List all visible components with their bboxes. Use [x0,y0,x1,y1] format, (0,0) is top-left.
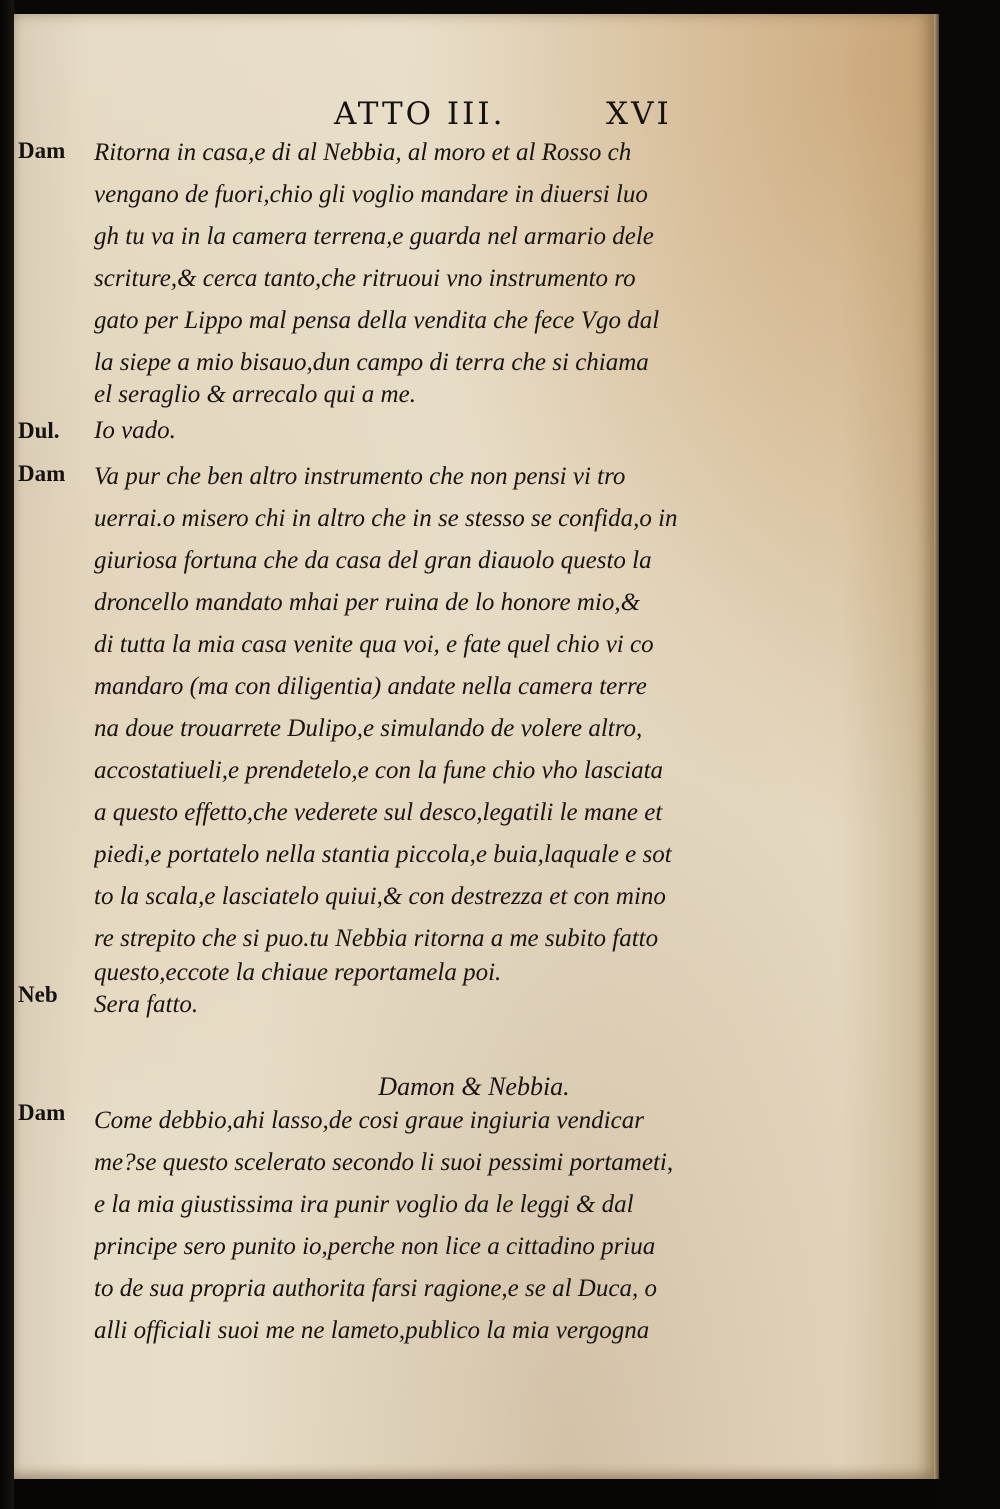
text-line: to de sua propria authorita farsi ragione,e se al Duca, o [94,1275,657,1302]
text-line: na doue trouarrete Dulipo,e simulando de volere altro, [94,715,643,742]
text-line: Ritorna in casa,e di al Nebbia, al moro et al Rosso ch [94,139,632,166]
text-line: Sera fatto. [94,991,199,1018]
text-line: la siepe a mio bisauo,dun campo di terra che si chiama [94,349,649,376]
speaker-label: Dul. [18,418,60,443]
text-line: principe sero punito io,perche non lice a cittadino priua [94,1233,656,1260]
text-line: el seraglio & arrecalo qui a me. [94,381,416,408]
text-line: alli officiali suoi me ne lameto,publico la mia vergogna [94,1317,650,1344]
text-line: uerrai.o misero chi in altro che in se stesso se confida,o in [94,505,678,532]
text-line: vengano de fuori,chio gli voglio mandare in diuersi luo [94,181,648,208]
text-line: mandaro (ma con diligentia) andate nella camera terre [94,673,647,700]
text-line: re strepito che si puo.tu Nebbia ritorna a me subito fatto [94,925,659,952]
text-line: a questo effetto,che vederete sul desco,legatili le mane et [94,799,663,826]
speaker-label: Dam [18,138,66,163]
act-title: ATTO III. [334,96,506,132]
book-edge-left [0,0,14,1509]
text-line: gato per Lippo mal pensa della vendita che fece Vgo dal [94,307,660,334]
speaker-label: Dam [18,1100,66,1125]
text-line: droncello mandato mhai per ruina de lo honore mio,& [94,589,641,616]
text-line: me?se questo scelerato secondo li suoi pessimi portameti, [94,1149,674,1176]
page-edge-right [934,14,939,1479]
text-line: Io vado. [94,417,176,444]
text-line: e la mia giustissima ira punir voglio da le leggi & dal [94,1191,634,1218]
text-line: Come debbio,ahi lasso,de cosi graue ingiuria vendicar [94,1107,644,1134]
text-line: giuriosa fortuna che da casa del gran diauolo questo la [94,547,652,574]
speaker-label: Dam [18,461,66,486]
scene-heading: Damon & Nebbia. [378,1072,570,1101]
book-page [14,14,934,1479]
speaker-label: Neb [18,982,58,1007]
running-header [14,96,934,136]
text-line: gh tu va in la camera terrena,e guarda nel armario dele [94,223,654,250]
text-line: questo,eccote la chiaue reportamela poi. [94,959,502,986]
text-line: to la scala,e lasciatelo quiui,& con destrezza et con mino [94,883,666,910]
text-line: di tutta la mia casa venite qua voi, e fate quel chio vi co [94,631,654,658]
book-shadow-bottom [14,1479,939,1509]
text-line: piedi,e portatelo nella stantia piccola,e buia,laquale e sot [94,841,672,868]
text-line: accostatiueli,e prendetelo,e con la fune chio vho lasciata [94,757,664,784]
text-line: Va pur che ben altro instrumento che non pensi vi tro [94,463,626,490]
page-number: XVI [606,96,672,132]
text-line: scriture,& cerca tanto,che ritruoui vno instrumento ro [94,265,636,292]
